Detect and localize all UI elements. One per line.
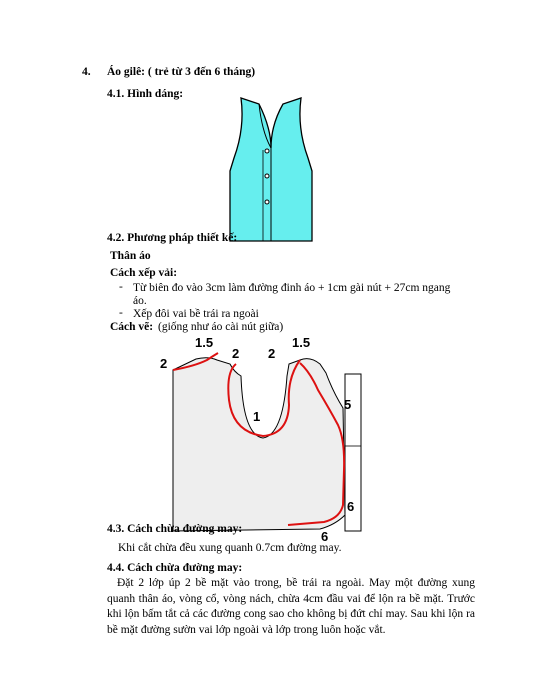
vest-button — [265, 149, 269, 153]
vest-button — [265, 200, 269, 204]
heading-4-2: 4.2. Phương pháp thiết kế: — [107, 232, 238, 244]
diagram-label-6-strip: 6 — [347, 499, 355, 514]
bullet-text-1: Từ biên đo vào 3cm làm đường đinh áo + 1cm gài nút + 27cm ngang — [133, 282, 451, 294]
diagram-label-6-bottom: 6 — [321, 529, 329, 544]
bullet-mark: - — [119, 281, 123, 293]
vest-button — [265, 174, 269, 178]
cach-ve-note: (giống như áo cài nút giữa) — [158, 321, 284, 333]
pattern-diagram — [173, 353, 361, 531]
heading-4-3: 4.3. Cách chừa đường may: — [107, 523, 243, 535]
cach-xep-vai-label: Cách xếp vải: — [110, 267, 178, 279]
section-title: Áo gilê: ( trẻ từ 3 đến 6 tháng) — [107, 66, 256, 78]
bullet-text-1-cont: áo. — [133, 295, 147, 307]
cach-ve-label: Cách vẽ: — [110, 321, 154, 333]
diagram-label-1-5-right: 1.5 — [292, 335, 311, 350]
diagram-label-2-left: 2 — [160, 356, 168, 371]
diagram-label-2-mid-right: 2 — [268, 346, 276, 361]
diagram-label-1-5-left: 1.5 — [195, 335, 214, 350]
section-number: 4. — [82, 66, 91, 78]
diagram-label-1: 1 — [253, 409, 261, 424]
bullet-mark: - — [119, 307, 123, 319]
bullet-text-2: Xếp đôi vai bề trái ra ngoài — [133, 308, 259, 320]
than-ao-label: Thân áo — [110, 250, 151, 262]
pattern-piece — [173, 358, 345, 531]
s44-paragraph: Đặt 2 lớp úp 2 bề mặt vào trong, bề trái ra ngoài. May một đường xung quanh thân áo, vòng cổ, vòng nách, chừa 4cm đầu vai để lộn ra bề mặt. Trước khi lộn bấm tắt cả các đường cong sao cho không bị đứt chỉ may. Sau khi lộn ra bề mặt đường sườn vai lớp ngoài và lớp trong luôn hoặc vắt. — [107, 577, 475, 636]
heading-4-1: 4.1. Hình dáng: — [107, 88, 184, 100]
diagram-label-2-mid-left: 2 — [232, 346, 240, 361]
vest-illustration — [230, 98, 312, 241]
s43-text: Khi cắt chừa đều xung quanh 0.7cm đường may. — [118, 542, 342, 554]
heading-4-4: 4.4. Cách chừa đường may: — [107, 562, 243, 574]
diagram-label-5: 5 — [344, 397, 352, 412]
